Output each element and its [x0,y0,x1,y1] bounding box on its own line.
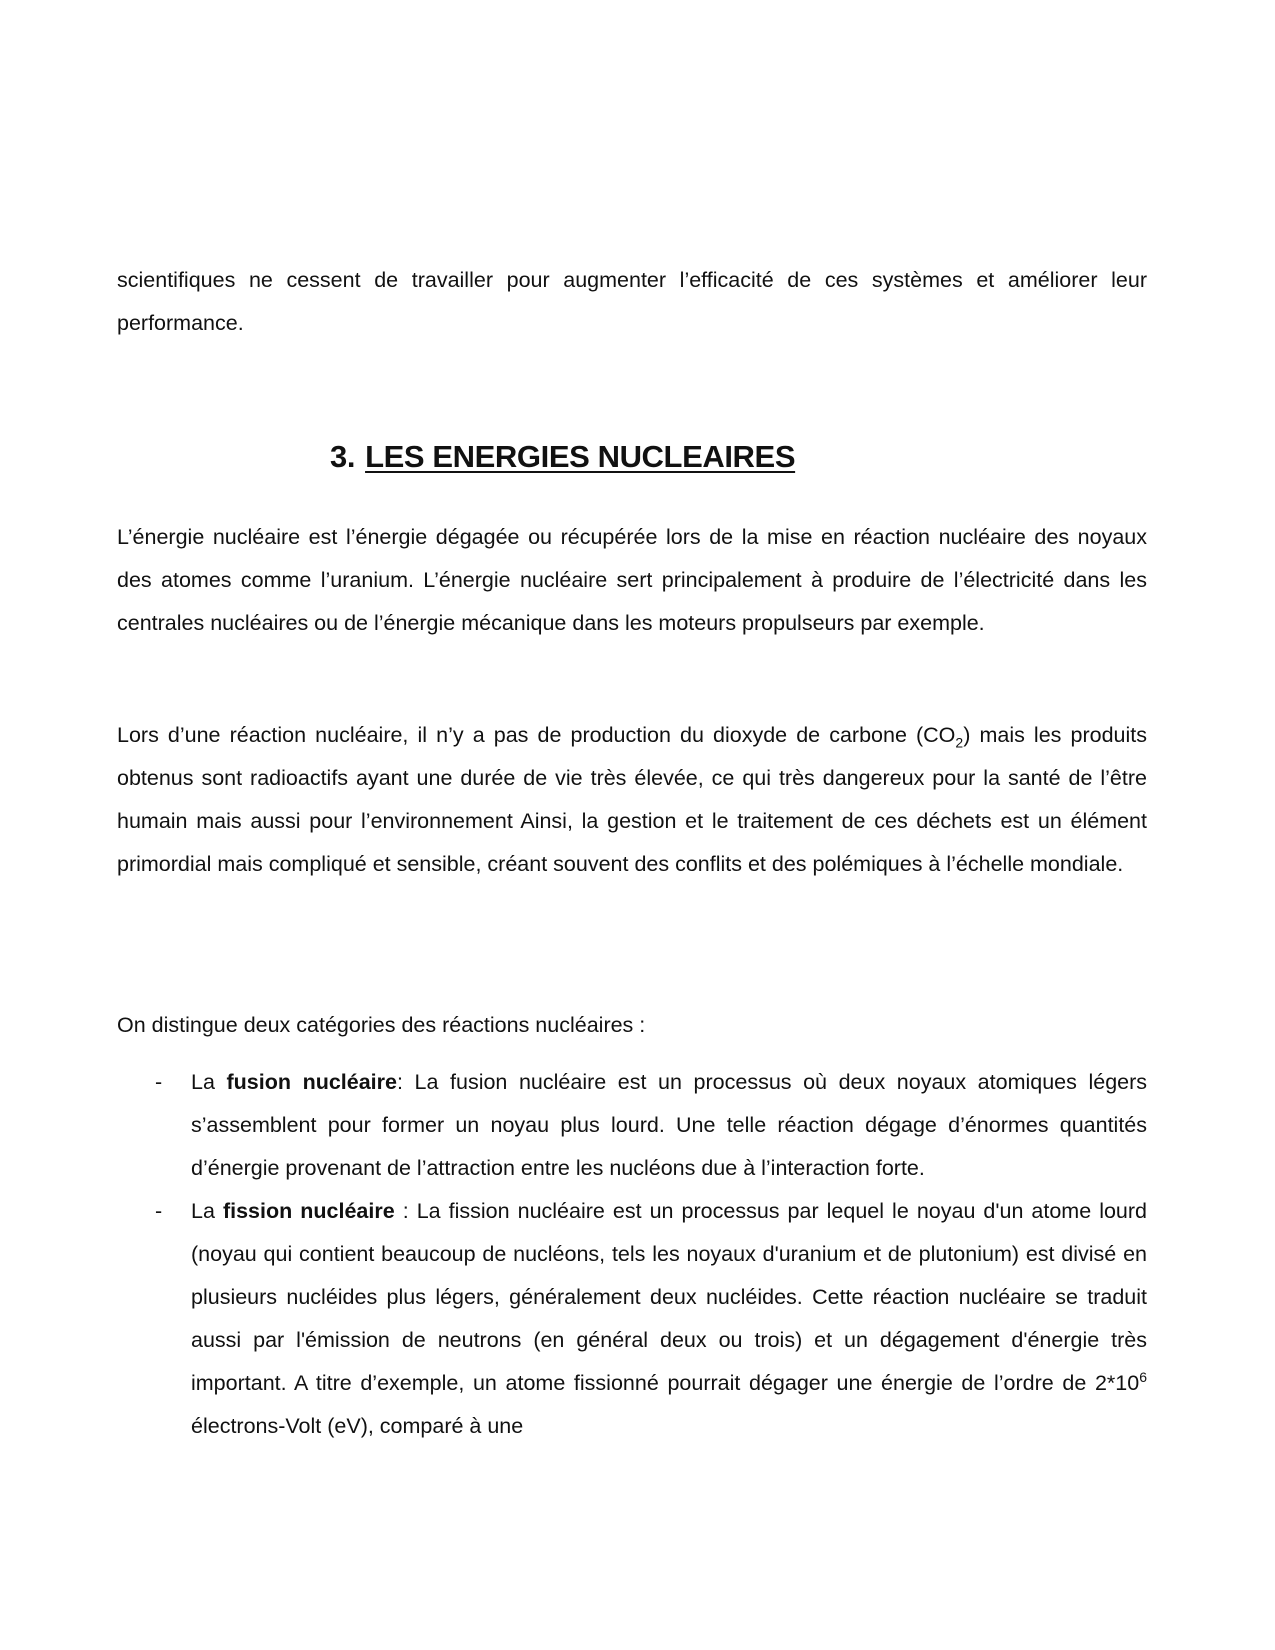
fission-text [191,1190,1147,1448]
paragraph-2-part-1: Lors d’une réaction nucléaire, il n’y a pas de production du dioxyde de carbone (CO [117,723,956,747]
paragraph-categories [117,1004,1147,1047]
section-heading [330,437,795,477]
exponent-superscript: 6 [1139,1368,1147,1385]
paragraph-2-text [117,714,1147,886]
list-dash: - [155,1199,163,1223]
list-dash: - [155,1070,163,1094]
fission-prefix: La [191,1199,223,1223]
fission-term: fission nucléaire [222,1199,395,1223]
co2-subscript: 2 [955,734,964,751]
section-number: 3. [330,439,356,474]
fusion-text [191,1061,1147,1190]
continuation-paragraph [117,259,1147,345]
fusion-term: fusion nucléaire [226,1070,397,1094]
continuation-text: scientifiques ne cessent de travailler pour augmenter l’efficacité de ces systèmes et améliorer leur performance. [117,268,1147,335]
reaction-types-list [117,1061,1147,1448]
paragraph-3-text: On distingue deux catégories des réactions nucléaires : [117,1013,646,1037]
paragraph-radioactive-waste [117,714,1147,886]
paragraph-nuclear-energy [117,516,1147,645]
list-item-fusion [117,1061,1147,1190]
section-title: LES ENERGIES NUCLEAIRES [365,439,796,474]
fission-description-end: électrons-Volt (eV), comparé à une [191,1414,524,1438]
list-item-fission [117,1190,1147,1448]
fusion-description: : La fusion nucléaire est un processus où deux noyaux atomiques légers s’assemblent pour former un noyau plus lourd. Une telle réaction dégage d’énormes quantités d’énergie provenant de l’attraction entre les nucléons due à l’interaction forte. [191,1070,1148,1180]
paragraph-2-part-2: ) mais les produits obtenus sont radioactifs ayant une durée de vie très élevée, ce qui très dangereux pour la santé de l’être humain mais aussi pour l’environnement Ainsi, la gestion et le traitement de ces déchets est un élément primordial mais compliqué et sensible, créant souvent des conflits et des polémiques à l’échelle mondiale. [117,723,1147,876]
fission-description: : La fission nucléaire est un processus par lequel le noyau d'un atome lourd (noyau qui contient beaucoup de nucléons, tels les noyaux d'uranium et de plutonium) est divisé en plusieurs nucléides plus légers, généralement deux nucléides. Cette réaction nucléaire se traduit aussi par l'émission de neutrons (en général deux ou trois) et un dégagement d'énergie très important. A titre d’exemple, un atome fissionné pourrait dégager une énergie de l’ordre de 2*10 [191,1199,1148,1395]
paragraph-1-text: L’énergie nucléaire est l’énergie dégagée ou récupérée lors de la mise en réaction nucléaire des noyaux des atomes comme l’uranium. L’énergie nucléaire sert principalement à produire de l’électricité dans les centrales nucléaires ou de l’énergie mécanique dans les moteurs propulseurs par exemple. [117,525,1147,635]
fusion-prefix: La [191,1070,227,1094]
